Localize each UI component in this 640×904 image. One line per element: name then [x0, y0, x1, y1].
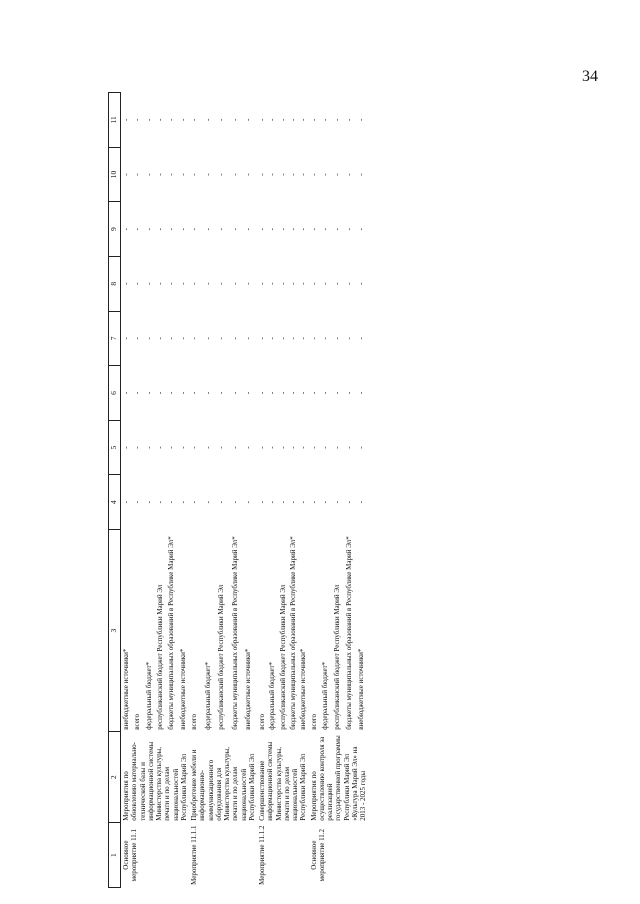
value-cell: - [178, 446, 187, 449]
value-cell: - [278, 501, 287, 504]
value-cell: - [217, 118, 226, 122]
budget-table [108, 92, 368, 888]
table-body [121, 93, 369, 888]
value-cell: - [268, 501, 277, 504]
value-cell: - [230, 173, 239, 176]
value-cell: - [156, 282, 164, 285]
activity-id: Мероприятие 11.1.1 [190, 825, 198, 885]
value-cell: - [144, 227, 153, 231]
value-cell: - [288, 282, 297, 285]
value-cell: - [258, 446, 266, 449]
value-cell: - [167, 446, 176, 449]
value-cell: - [258, 282, 266, 285]
table-row [189, 93, 203, 888]
value-cell: - [244, 337, 253, 340]
value-cell: - [321, 391, 330, 395]
funding-source: внебюджетные источники* [357, 648, 366, 730]
value-cell: - [133, 337, 142, 340]
value-cell: - [288, 173, 297, 176]
value-cell: - [288, 391, 297, 395]
value-cell: - [357, 391, 366, 395]
value-cell: - [309, 337, 318, 340]
value-cell: - [278, 173, 287, 176]
value-cell: - [288, 118, 297, 122]
value-cell: - [122, 282, 130, 285]
value-cell: - [268, 446, 277, 449]
value-cell: - [190, 282, 198, 285]
funding-source: всего [190, 714, 198, 730]
value-cell: - [357, 282, 366, 285]
value-cell: - [288, 337, 297, 340]
value-cell: - [133, 282, 142, 285]
value-cell: - [217, 391, 226, 395]
value-cell: - [190, 173, 198, 176]
value-cell: - [321, 227, 330, 231]
value-cell: - [230, 282, 239, 285]
value-cell: - [244, 118, 253, 122]
value-cell: - [309, 227, 318, 231]
value-cell: - [122, 446, 130, 449]
value-cell: - [258, 173, 266, 176]
value-cell: - [178, 391, 187, 395]
value-cell: - [299, 227, 308, 231]
header-row [109, 93, 121, 888]
header-col-6: 6 [109, 366, 121, 421]
table-row [257, 93, 267, 888]
value-cell: - [144, 391, 153, 395]
value-cell: - [278, 282, 287, 285]
value-cell: - [217, 446, 226, 449]
activity-id-cell [257, 823, 309, 888]
value-cell: - [268, 227, 277, 231]
funding-source: федеральный бюджет* [321, 661, 330, 730]
value-cell: - [144, 173, 153, 176]
header-col-8: 8 [109, 256, 121, 311]
value-cell: - [333, 446, 342, 449]
header-col-3: 3 [109, 529, 121, 731]
value-cell: - [278, 446, 287, 449]
value-cell: - [230, 391, 239, 395]
value-cell: - [144, 501, 153, 504]
value-cell: - [244, 501, 253, 504]
value-cell: - [309, 173, 318, 176]
table-row [309, 93, 321, 888]
value-cell: - [178, 118, 187, 122]
value-cell: - [244, 282, 253, 285]
value-cell: - [321, 118, 330, 122]
value-cell: - [268, 337, 277, 340]
value-cell: - [309, 391, 318, 395]
value-cell: - [217, 173, 226, 176]
value-cell: - [268, 282, 277, 285]
value-cell: - [333, 118, 342, 122]
value-cell: - [203, 391, 212, 395]
value-cell: - [133, 391, 142, 395]
value-cell: - [268, 118, 277, 122]
value-cell: - [203, 282, 212, 285]
value-cell: - [309, 118, 318, 122]
value-cell: - [345, 501, 354, 504]
value-cell: - [122, 227, 130, 231]
value-cell: - [217, 337, 226, 340]
value-cell: - [144, 446, 153, 449]
value-cell: - [156, 446, 164, 449]
value-cell: - [278, 391, 287, 395]
funding-source: бюджеты муниципальных образований в Республике Марий Эл* [230, 536, 239, 730]
value-cell: - [156, 118, 164, 122]
value-cell: - [122, 173, 130, 176]
value-cell: - [258, 337, 266, 340]
activity-id: Основное мероприятие 11.2 [309, 828, 326, 882]
rotated-table-container [108, 92, 564, 888]
value-cell: - [333, 337, 342, 340]
table-row [121, 93, 133, 888]
value-cell: - [230, 446, 239, 449]
header-col-9: 9 [109, 202, 121, 257]
value-cell: - [299, 118, 308, 122]
value-cell: - [321, 337, 330, 340]
value-cell: - [190, 446, 198, 449]
header-col-7: 7 [109, 311, 121, 366]
value-cell: - [299, 282, 308, 285]
value-cell: - [321, 446, 330, 449]
value-cell: - [190, 337, 198, 340]
value-cell: - [203, 173, 212, 176]
funding-source: республиканский бюджет Республики Марий Эл [217, 584, 226, 730]
value-cell: - [299, 337, 308, 340]
value-cell: - [278, 118, 287, 122]
value-cell: - [299, 391, 308, 395]
value-cell: - [321, 501, 330, 504]
value-cell: - [178, 337, 187, 340]
value-cell: - [244, 227, 253, 231]
funding-source: республиканский бюджет Республики Марий Эл [333, 584, 342, 730]
value-cell: - [167, 282, 176, 285]
value-cell: - [144, 118, 153, 122]
value-cell: - [133, 118, 142, 122]
value-cell: - [258, 501, 266, 504]
header-col-1: 1 [109, 823, 121, 888]
value-cell: - [333, 391, 342, 395]
value-cell: - [167, 391, 176, 395]
value-cell: - [217, 501, 226, 504]
value-cell: - [144, 337, 153, 340]
value-cell: - [345, 391, 354, 395]
value-cell: - [299, 446, 308, 449]
value-cell: - [156, 337, 164, 340]
value-cell: - [309, 501, 318, 504]
value-cell: - [230, 118, 239, 122]
page-number: 34 [582, 68, 598, 85]
value-cell: - [244, 391, 253, 395]
value-cell: - [203, 118, 212, 122]
value-cell: - [345, 337, 354, 340]
value-cell: - [122, 337, 130, 340]
value-cell: - [203, 501, 212, 504]
value-cell: - [357, 446, 366, 449]
activity-id-cell [121, 823, 190, 888]
value-cell: - [345, 227, 354, 231]
value-cell: - [244, 173, 253, 176]
activity-id: Основное мероприятие 11.1 [122, 828, 139, 882]
value-cell: - [357, 227, 366, 231]
value-cell: - [156, 227, 164, 231]
value-cell: - [167, 118, 176, 122]
value-cell: - [357, 173, 366, 176]
activity-id: Мероприятие 11.1.2 [258, 825, 266, 885]
value-cell: - [122, 501, 130, 504]
value-cell: - [299, 173, 308, 176]
value-cell: - [357, 501, 366, 504]
header-col-5: 5 [109, 420, 121, 475]
value-cell: - [244, 446, 253, 449]
value-cell: - [190, 501, 198, 504]
funding-source: республиканский бюджет Республики Марий Эл [278, 584, 287, 730]
value-cell: - [321, 282, 330, 285]
value-cell: - [167, 227, 176, 231]
value-cell: - [190, 118, 198, 122]
funding-source: бюджеты муниципальных образований в Республике Марий Эл* [345, 536, 354, 730]
value-cell: - [345, 118, 354, 122]
funding-source: федеральный бюджет* [268, 661, 277, 730]
value-cell: - [217, 227, 226, 231]
funding-source: федеральный бюджет* [203, 661, 212, 730]
value-cell: - [190, 227, 198, 231]
value-cell: - [321, 173, 330, 176]
value-cell: - [178, 227, 187, 231]
value-cell: - [203, 337, 212, 340]
header-col-2: 2 [109, 732, 121, 823]
value-cell: - [133, 446, 142, 449]
value-cell: - [357, 118, 366, 122]
value-cell: - [309, 282, 318, 285]
value-cell: - [144, 282, 153, 285]
header-col-4: 4 [109, 475, 121, 530]
funding-source: федеральный бюджет* [144, 661, 153, 730]
value-cell: - [178, 173, 187, 176]
funding-source: внебюджетные источники* [244, 648, 253, 730]
value-cell: - [133, 173, 142, 176]
value-cell: - [156, 173, 164, 176]
value-cell: - [230, 501, 239, 504]
activity-id-cell [309, 823, 369, 888]
value-cell: - [156, 391, 164, 395]
value-cell: - [278, 227, 287, 231]
funding-source: бюджеты муниципальных образований в Республике Марий Эл* [288, 536, 297, 730]
value-cell: - [122, 118, 130, 122]
value-cell: - [178, 282, 187, 285]
activity-id-cell [189, 823, 257, 888]
value-cell: - [258, 391, 266, 395]
value-cell: - [333, 282, 342, 285]
value-cell: - [133, 501, 142, 504]
value-cell: - [133, 227, 142, 231]
activity-name: Мероприятия по обновлению материально-технической базы и информационной системы Министерства культуры, печати и по делам национальностей Республики Марий Эл [122, 741, 188, 821]
value-cell: - [156, 501, 164, 504]
funding-source: внебюджетные источники* [122, 648, 130, 730]
header-col-11: 11 [109, 93, 121, 148]
value-cell: - [345, 446, 354, 449]
value-cell: - [258, 118, 266, 122]
value-cell: - [333, 173, 342, 176]
value-cell: - [178, 501, 187, 504]
funding-source: внебюджетные источники* [178, 648, 187, 730]
value-cell: - [167, 337, 176, 340]
funding-source: республиканский бюджет Республики Марий Эл [156, 584, 164, 730]
value-cell: - [190, 391, 198, 395]
value-cell: - [230, 227, 239, 231]
value-cell: - [268, 173, 277, 176]
value-cell: - [230, 337, 239, 340]
funding-source: всего [133, 714, 142, 730]
funding-source: всего [258, 714, 266, 730]
value-cell: - [357, 337, 366, 340]
header-col-10: 10 [109, 147, 121, 202]
value-cell: - [345, 173, 354, 176]
value-cell: - [167, 173, 176, 176]
value-cell: - [333, 501, 342, 504]
value-cell: - [268, 391, 277, 395]
funding-source: бюджеты муниципальных образований в Республике Марий Эл* [167, 536, 176, 730]
value-cell: - [299, 501, 308, 504]
value-cell: - [309, 446, 318, 449]
value-cell: - [167, 501, 176, 504]
value-cell: - [333, 227, 342, 231]
value-cell: - [278, 337, 287, 340]
value-cell: - [258, 227, 266, 231]
value-cell: - [203, 227, 212, 231]
funding-source: всего [309, 714, 318, 730]
value-cell: - [203, 446, 212, 449]
activity-name: Совершенствование информационной системы Министерства культуры, печати и по делам национальностей Республики Марий Эл [258, 741, 308, 821]
value-cell: - [288, 446, 297, 449]
funding-source: внебюджетные источники* [299, 648, 308, 730]
value-cell: - [122, 391, 130, 395]
value-cell: - [345, 282, 354, 285]
activity-name: Мероприятия по осуществлению контроля за реализацией государственной программы Республики Марий Эл «Культура Марий Эл» на 2013 - 2025 годы [309, 735, 367, 821]
value-cell: - [288, 501, 297, 504]
activity-name: Приобретение мебели и информационно-коммуникационного оборудования для Министерства культуры, печати и по делам национальностей Республики Марий Эл [190, 746, 256, 821]
value-cell: - [288, 227, 297, 231]
value-cell: - [217, 282, 226, 285]
